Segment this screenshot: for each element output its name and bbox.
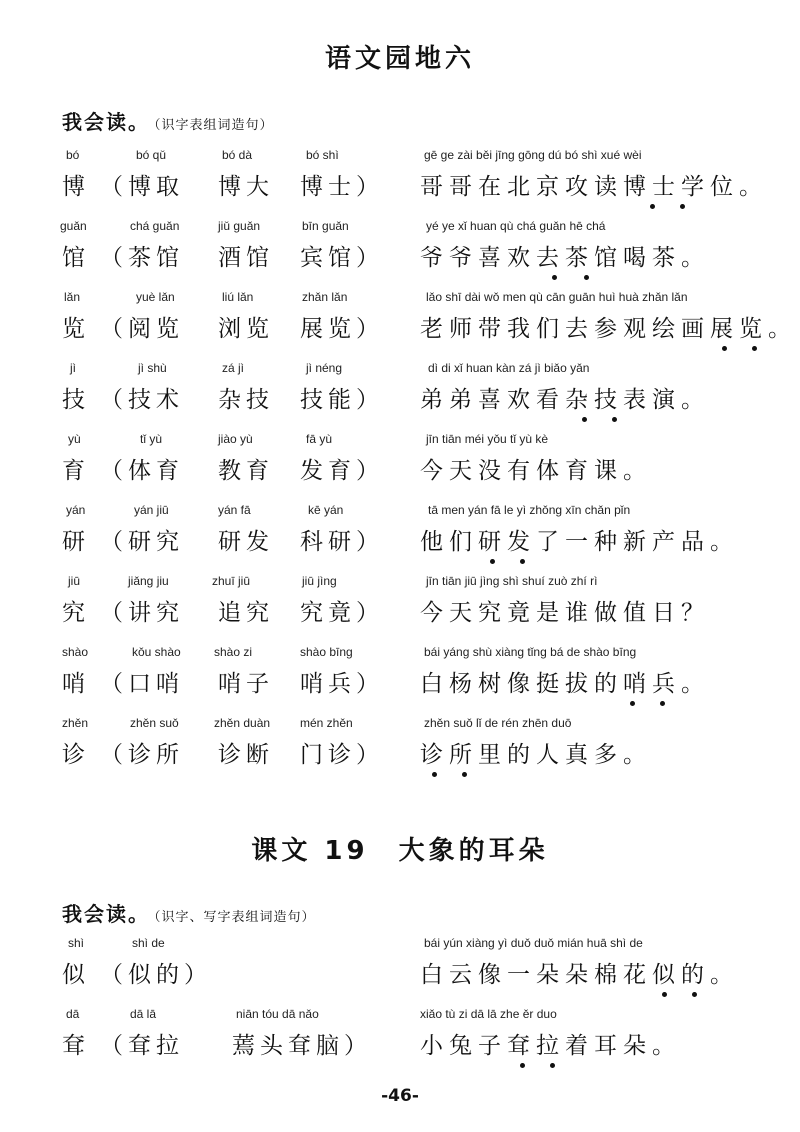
example-sentence: 他们研发了一种新产品。 <box>420 529 739 555</box>
vocab-entry-ji <box>0 361 800 423</box>
example-sentence: 诊所里的人真多。 <box>420 742 652 768</box>
vocab-word: （似的） <box>100 962 212 988</box>
sentence-pinyin: dì di xǐ huan kàn zá jì biǎo yǎn <box>428 361 590 375</box>
vocab-entry-bo <box>0 148 800 210</box>
sentence-pinyin: yé ye xǐ huan qù chá guǎn hē chá <box>426 219 606 233</box>
section2-heading-main: 我会读。 <box>62 902 150 926</box>
word-pinyin: shào zi <box>214 645 253 659</box>
word-pinyin: zhǎn lǎn <box>302 290 348 304</box>
section2-heading <box>62 898 316 927</box>
word-pinyin: bīn guǎn <box>302 219 349 233</box>
example-sentence: 今天究竟是谁做值日？ <box>420 600 710 626</box>
word-pinyin: jiào yù <box>218 432 253 446</box>
section1-heading-note: （识字表组词造句） <box>154 118 274 133</box>
emphasis-dot <box>490 559 495 564</box>
vocab-word: 酒馆 <box>218 245 274 271</box>
emphasis-dot <box>630 701 635 706</box>
vocab-char: 博 <box>62 174 90 200</box>
vocab-word: 浏览 <box>218 316 274 342</box>
vocab-word: （研究 <box>100 529 184 555</box>
vocab-word: 诊断 <box>218 742 274 768</box>
section1-heading <box>62 106 274 135</box>
vocab-word: 展览） <box>300 316 384 342</box>
sentence-pinyin: xiǎo tù zi dā lā zhe ěr duo <box>420 1007 557 1021</box>
vocab-char: 似 <box>62 962 90 988</box>
word-pinyin: niān tóu dā nǎo <box>236 1007 319 1021</box>
word-pinyin: fā yù <box>306 432 333 446</box>
vocab-word: （茶馆 <box>100 245 184 271</box>
word-pinyin: shào bīng <box>300 645 353 659</box>
word-pinyin: jiǔ guǎn <box>218 219 261 233</box>
emphasis-dot <box>552 275 557 280</box>
vocab-word: （讲究 <box>100 600 184 626</box>
example-sentence: 弟弟喜欢看杂技表演。 <box>420 387 710 413</box>
vocab-word: 宾馆） <box>300 245 384 271</box>
vocab-char: 览 <box>62 316 90 342</box>
vocab-word: （技术 <box>100 387 184 413</box>
vocab-entry-shao <box>0 645 800 707</box>
sentence-pinyin: jīn tiān jiū jìng shì shuí zuò zhí rì <box>426 574 598 588</box>
vocab-entry-shi <box>0 936 800 998</box>
sentence-pinyin: gē ge zài běi jīng gōng dú bó shì xué wèi <box>424 148 642 162</box>
vocab-entry-zhen <box>0 716 800 778</box>
emphasis-dot <box>432 772 437 777</box>
example-sentence: 今天没有体育课。 <box>420 458 652 484</box>
word-pinyin: jiū jìng <box>302 574 337 588</box>
emphasis-dot <box>680 204 685 209</box>
word-pinyin: zhěn suǒ <box>130 716 179 730</box>
vocab-word: （诊所 <box>100 742 184 768</box>
char-pinyin: yù <box>68 432 81 446</box>
vocab-char: 技 <box>62 387 90 413</box>
word-pinyin: zhěn duàn <box>214 716 271 730</box>
emphasis-dot <box>582 417 587 422</box>
vocab-word: 究竟） <box>300 600 384 626</box>
word-pinyin: jiǎng jiu <box>128 574 169 588</box>
vocab-word: 哨兵） <box>300 671 384 697</box>
word-pinyin: zhuī jiū <box>212 574 251 588</box>
example-sentence: 白杨树像挺拔的哨兵。 <box>420 671 710 697</box>
word-pinyin: tǐ yù <box>140 432 163 446</box>
word-pinyin: kǒu shào <box>132 645 181 659</box>
vocab-word: （口哨 <box>100 671 184 697</box>
page-number: -46- <box>381 1086 419 1106</box>
vocab-char: 研 <box>62 529 90 555</box>
sentence-pinyin: jīn tiān méi yǒu tǐ yù kè <box>426 432 549 446</box>
char-pinyin: shào <box>62 645 89 659</box>
emphasis-dot <box>550 1063 555 1068</box>
word-pinyin: yán jiū <box>134 503 169 517</box>
section2-title: 课文 19 大象的耳朵 <box>251 836 549 866</box>
emphasis-dot <box>752 346 757 351</box>
word-pinyin: bó dà <box>222 148 253 162</box>
word-pinyin: yán fā <box>218 503 251 517</box>
emphasis-dot <box>660 701 665 706</box>
vocab-char: 究 <box>62 600 90 626</box>
vocab-word: 发育） <box>300 458 384 484</box>
vocab-word: 追究 <box>218 600 274 626</box>
char-pinyin: zhěn <box>62 716 89 730</box>
vocab-char: 馆 <box>62 245 90 271</box>
word-pinyin: mén zhěn <box>300 716 353 730</box>
word-pinyin: kē yán <box>308 503 344 517</box>
vocab-entry-jiu <box>0 574 800 636</box>
sentence-pinyin: lǎo shī dài wǒ men qù cān guān huì huà zhǎn lǎn <box>426 290 688 304</box>
emphasis-dot <box>662 992 667 997</box>
vocab-word: 门诊） <box>300 742 384 768</box>
word-pinyin: chá guǎn <box>130 219 180 233</box>
vocab-word: 博大 <box>218 174 274 200</box>
example-sentence: 小兔子耷拉着耳朵。 <box>420 1033 681 1059</box>
vocab-word: 科研） <box>300 529 384 555</box>
vocab-word: 杂技 <box>218 387 274 413</box>
word-pinyin: bó qǔ <box>136 148 167 162</box>
section1-heading-main: 我会读。 <box>62 110 150 134</box>
section1-title: 语文园地六 <box>324 44 475 74</box>
char-pinyin: shì <box>68 936 85 950</box>
emphasis-dot <box>650 204 655 209</box>
example-sentence: 爷爷喜欢去茶馆喝茶。 <box>420 245 710 271</box>
vocab-char: 耷 <box>62 1033 90 1059</box>
word-pinyin: dā lā <box>130 1007 157 1021</box>
word-pinyin: shì de <box>132 936 165 950</box>
vocab-word: （阅览 <box>100 316 184 342</box>
emphasis-dot <box>584 275 589 280</box>
char-pinyin: yán <box>66 503 86 517</box>
word-pinyin: jì shù <box>138 361 167 375</box>
word-pinyin: bó shì <box>306 148 339 162</box>
section2-heading-note: （识字、写字表组词造句） <box>154 910 316 925</box>
example-sentence: 白云像一朵朵棉花似的。 <box>420 962 739 988</box>
vocab-char: 哨 <box>62 671 90 697</box>
emphasis-dot <box>692 992 697 997</box>
vocab-word: （耷拉 <box>100 1033 184 1059</box>
vocab-entry-da <box>0 1007 800 1069</box>
word-pinyin: jì néng <box>306 361 343 375</box>
sentence-pinyin: bái yún xiàng yì duǒ duǒ mián huā shì de <box>424 936 643 950</box>
vocab-entry-guan <box>0 219 800 281</box>
vocab-entry-lan <box>0 290 800 352</box>
vocab-word: 蔫头耷脑） <box>232 1033 372 1059</box>
sentence-pinyin: zhěn suǒ lǐ de rén zhēn duō <box>424 716 572 730</box>
word-pinyin: zá jì <box>222 361 245 375</box>
vocab-entry-yu <box>0 432 800 494</box>
emphasis-dot <box>520 1063 525 1068</box>
emphasis-dot <box>520 559 525 564</box>
vocab-word: 博士） <box>300 174 384 200</box>
emphasis-dot <box>612 417 617 422</box>
char-pinyin: bó <box>66 148 80 162</box>
vocab-char: 育 <box>62 458 90 484</box>
word-pinyin: liú lǎn <box>222 290 254 304</box>
vocab-word: （博取 <box>100 174 184 200</box>
vocab-word: 教育 <box>218 458 274 484</box>
emphasis-dot <box>722 346 727 351</box>
example-sentence: 老师带我们去参观绘画展览。 <box>420 316 797 342</box>
char-pinyin: jiū <box>68 574 81 588</box>
char-pinyin: guǎn <box>60 219 87 233</box>
char-pinyin: lǎn <box>64 290 81 304</box>
sentence-pinyin: bái yáng shù xiàng tǐng bá de shào bīng <box>424 645 637 659</box>
vocab-entry-yan <box>0 503 800 565</box>
vocab-word: 研发 <box>218 529 274 555</box>
vocab-word: 技能） <box>300 387 384 413</box>
sentence-pinyin: tā men yán fā le yì zhǒng xīn chǎn pǐn <box>428 503 631 517</box>
vocab-char: 诊 <box>62 742 90 768</box>
word-pinyin: yuè lǎn <box>136 290 175 304</box>
emphasis-dot <box>462 772 467 777</box>
char-pinyin: jì <box>70 361 76 375</box>
example-sentence: 哥哥在北京攻读博士学位。 <box>420 174 768 200</box>
vocab-word: （体育 <box>100 458 184 484</box>
vocab-word: 哨子 <box>218 671 274 697</box>
char-pinyin: dā <box>66 1007 80 1021</box>
